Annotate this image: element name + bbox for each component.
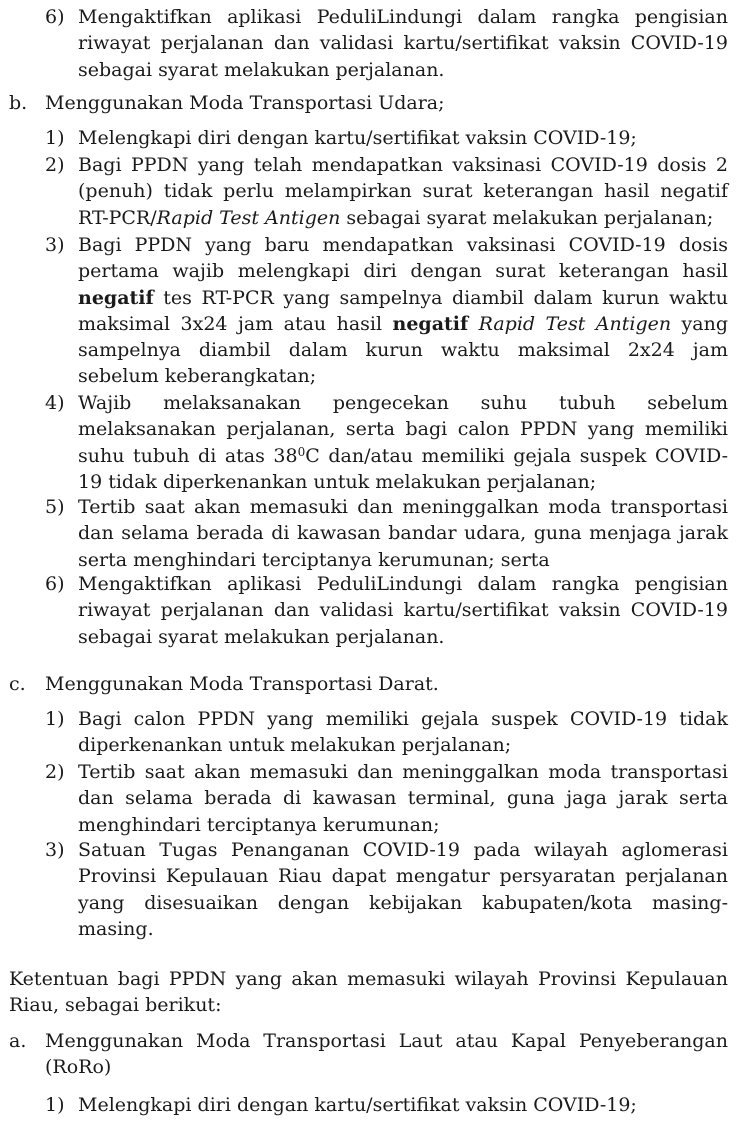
list-item xyxy=(45,837,728,942)
item-number: 2) xyxy=(45,154,65,176)
list-item xyxy=(45,125,728,151)
list-item xyxy=(45,152,728,231)
text-run: Menggunakan Moda Transportasi Laut atau Kapal Penyeberangan (RoRo) xyxy=(45,1030,728,1079)
section-heading xyxy=(9,1028,728,1081)
section-heading xyxy=(9,671,728,697)
item-text xyxy=(78,494,728,573)
text-run: Melengkapi diri dengan kartu/sertifikat vaksin COVID-19; xyxy=(78,1094,637,1116)
text-run: Tertib saat akan memasuki dan meninggalkan moda transportasi dan selama berada di kawasan bandar udara, guna menjaga jarak serta menghindari terciptanya kerumunan; serta xyxy=(78,496,728,571)
section-letter: c. xyxy=(9,673,26,695)
text-run: Wajib melaksanakan pengecekan suhu tubuh sebelum melaksanakan perjalanan, serta bagi calon PPDN yang memiliki suhu tubuh di atas 38 xyxy=(78,392,728,467)
bold-text: negatif xyxy=(78,286,154,309)
italic-text: Rapid Test Antigen xyxy=(478,312,672,335)
item-number: 5) xyxy=(45,496,65,518)
text-run: Melengkapi diri dengan kartu/sertifikat vaksin COVID-19; xyxy=(78,127,637,149)
item-number: 4) xyxy=(45,392,65,414)
list-item xyxy=(45,232,728,390)
item-number: 2) xyxy=(45,761,65,783)
list-item xyxy=(45,706,728,759)
text-run: tes RT-PCR yang sampelnya diambil dalam kurun waktu maksimal 3x24 jam atau hasil xyxy=(78,286,728,335)
item-number: 1) xyxy=(45,1094,65,1116)
section-heading xyxy=(9,90,728,116)
text-run: yang sampelnya diambil dalam kurun waktu maksimal 2x24 jam sebelum keberangkatan; xyxy=(78,312,728,388)
section-title xyxy=(45,90,728,116)
text-run: Ketentuan bagi PPDN yang akan memasuki wilayah Provinsi Kepulauan Riau, sebagai berikut: xyxy=(9,968,728,1017)
item-number: 6) xyxy=(45,6,65,28)
italic-text: Rapid Test Antigen xyxy=(156,206,341,229)
list-item xyxy=(45,759,728,838)
text-run: Menggunakan Moda Transportasi Darat. xyxy=(45,673,439,695)
item-number: 3) xyxy=(45,839,65,861)
list-item xyxy=(45,494,728,573)
item-text xyxy=(78,152,728,231)
item-text xyxy=(78,232,728,390)
text-run: Tertib saat akan memasuki dan meninggalkan moda transportasi dan selama berada di kawasan terminal, guna jaga jarak serta menghindari terciptanya kerumunan; xyxy=(78,761,728,836)
text-run: sebagai syarat melakukan perjalanan; xyxy=(340,206,714,229)
text-run: Mengaktifkan aplikasi PeduliLindungi dalam rangka pengisian riwayat perjalanan dan validasi kartu/sertifikat vaksin COVID-19 sebagai syarat melakukan perjalanan. xyxy=(78,6,728,81)
text-run: Bagi calon PPDN yang memiliki gejala suspek COVID-19 tidak diperkenankan untuk melakukan perjalanan; xyxy=(78,708,728,757)
section-letter: b. xyxy=(9,92,28,114)
section-letter: a. xyxy=(9,1030,27,1052)
item-text xyxy=(78,837,728,942)
item-number: 3) xyxy=(45,234,65,256)
bold-text: negatif xyxy=(392,312,469,335)
item-text xyxy=(78,1092,728,1118)
text-run: Bagi PPDN yang baru mendapatkan vaksinasi COVID-19 dosis pertama wajib melengkapi diri dengan surat keterangan hasil xyxy=(78,234,728,283)
item-text xyxy=(78,390,728,495)
item-text xyxy=(78,125,728,151)
item-number: 6) xyxy=(45,573,65,595)
item-text xyxy=(78,4,728,83)
item-number: 1) xyxy=(45,708,65,730)
item-text xyxy=(78,706,728,759)
item-number: 1) xyxy=(45,127,65,149)
section-title xyxy=(45,1028,728,1081)
list-item xyxy=(45,4,728,83)
paragraph xyxy=(9,966,728,1019)
list-item xyxy=(45,1092,728,1118)
section-title xyxy=(45,671,728,697)
item-text xyxy=(78,759,728,838)
text-run: C dan/atau memiliki gejala suspek COVID-19 tidak diperkenankan untuk melakukan perjalanan; xyxy=(78,444,728,493)
item-text xyxy=(78,571,728,650)
list-item xyxy=(45,571,728,650)
superscript-text: 0 xyxy=(297,444,306,459)
paragraph-text xyxy=(9,966,728,1019)
text-run xyxy=(468,313,478,335)
list-item xyxy=(45,390,728,495)
text-run: Mengaktifkan aplikasi PeduliLindungi dalam rangka pengisian riwayat perjalanan dan validasi kartu/sertifikat vaksin COVID-19 sebagai syarat melakukan perjalanan. xyxy=(78,573,728,648)
text-run: Bagi PPDN yang telah mendapatkan vaksinasi COVID-19 dosis 2 (penuh) tidak perlu melampirkan surat keterangan hasil negatif RT-PCR/ xyxy=(78,154,728,229)
text-run: Satuan Tugas Penanganan COVID-19 pada wilayah aglomerasi Provinsi Kepulauan Riau dapat mengatur persyaratan perjalanan yang disesuaikan dengan kebijakan kabupaten/kota masing-masing. xyxy=(78,839,728,940)
text-run: Menggunakan Moda Transportasi Udara; xyxy=(45,92,445,114)
